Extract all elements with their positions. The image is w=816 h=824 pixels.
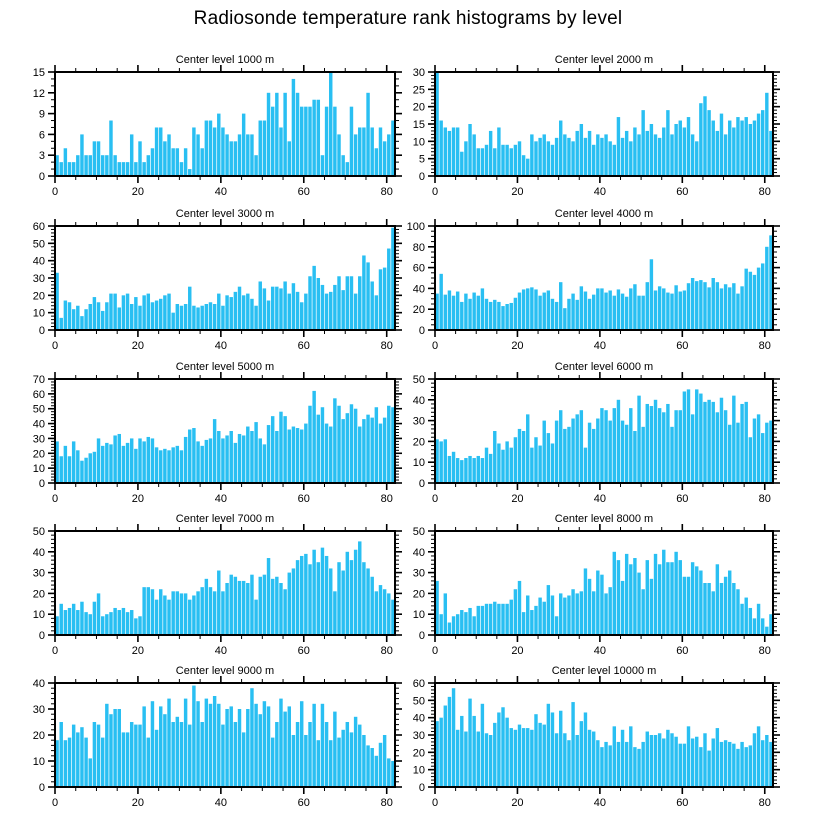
svg-text:5: 5: [418, 153, 425, 166]
subplot-8: [413, 524, 780, 657]
subplot-2: [413, 65, 780, 198]
svg-text:15: 15: [412, 119, 425, 131]
svg-text:10: 10: [412, 764, 425, 777]
svg-text:40: 40: [214, 340, 227, 352]
subplot-6: [413, 372, 780, 505]
svg-text:0: 0: [51, 645, 59, 657]
svg-text:10: 10: [32, 756, 45, 768]
svg-text:30: 30: [32, 273, 45, 285]
svg-text:6: 6: [38, 129, 45, 142]
svg-text:20: 20: [131, 645, 145, 657]
svg-text:40: 40: [593, 797, 607, 809]
svg-text:0: 0: [38, 630, 45, 642]
svg-text:60: 60: [676, 493, 689, 505]
subplot-title-2000m: Center level 2000 m: [554, 54, 654, 66]
subplot-1: [33, 65, 402, 198]
svg-text:60: 60: [412, 262, 425, 275]
subplot-title-1000m: Center level 1000 m: [175, 54, 275, 66]
svg-text:60: 60: [297, 493, 310, 505]
svg-text:50: 50: [412, 526, 425, 538]
svg-text:20: 20: [412, 436, 425, 449]
svg-text:50: 50: [32, 403, 45, 416]
subplot-title-9000m: Center level 9000 m: [175, 665, 275, 677]
svg-text:0: 0: [431, 797, 439, 809]
svg-text:10: 10: [412, 136, 425, 149]
svg-text:20: 20: [511, 493, 524, 505]
svg-text:30: 30: [32, 567, 45, 580]
svg-text:0: 0: [38, 171, 45, 183]
subplot-title-5000m: Center level 5000 m: [175, 361, 275, 373]
svg-text:0: 0: [431, 186, 439, 198]
svg-text:80: 80: [380, 340, 393, 352]
svg-text:20: 20: [131, 186, 145, 198]
svg-text:40: 40: [214, 645, 227, 657]
svg-text:10: 10: [32, 307, 45, 320]
svg-text:40: 40: [593, 493, 607, 505]
svg-text:60: 60: [297, 645, 310, 657]
subplot-5: [33, 372, 402, 505]
subplot-title-8000m: Center level 8000 m: [554, 513, 654, 525]
svg-text:20: 20: [511, 186, 524, 198]
svg-text:40: 40: [214, 797, 227, 809]
svg-text:60: 60: [412, 678, 425, 690]
svg-text:20: 20: [32, 730, 45, 742]
svg-text:40: 40: [412, 712, 425, 725]
svg-text:20: 20: [32, 448, 45, 461]
svg-text:20: 20: [131, 340, 145, 352]
svg-text:30: 30: [412, 415, 425, 428]
subplot-title-10000m: Center level 10000 m: [551, 665, 657, 677]
subplot-3: [33, 219, 402, 352]
subplot-7: [33, 524, 402, 657]
svg-text:0: 0: [51, 493, 59, 505]
svg-text:30: 30: [412, 567, 425, 580]
svg-text:20: 20: [511, 797, 524, 809]
subplot-title-6000m: Center level 6000 m: [554, 361, 654, 373]
svg-text:50: 50: [412, 695, 425, 708]
svg-text:0: 0: [38, 478, 45, 490]
svg-text:50: 50: [412, 374, 425, 386]
svg-text:12: 12: [32, 87, 45, 100]
svg-text:20: 20: [412, 747, 425, 760]
svg-text:80: 80: [380, 493, 393, 505]
svg-text:3: 3: [38, 150, 45, 163]
svg-text:40: 40: [593, 340, 607, 352]
svg-text:40: 40: [412, 394, 425, 407]
svg-text:10: 10: [32, 609, 45, 622]
svg-text:40: 40: [32, 678, 45, 690]
svg-text:80: 80: [380, 797, 393, 809]
svg-text:60: 60: [676, 186, 689, 198]
subplot-9: [33, 676, 402, 809]
svg-text:60: 60: [32, 221, 45, 233]
svg-text:40: 40: [412, 546, 425, 559]
svg-text:0: 0: [38, 325, 45, 337]
svg-text:80: 80: [380, 186, 393, 198]
subplot-10: [413, 676, 780, 809]
svg-text:50: 50: [32, 526, 45, 538]
svg-text:30: 30: [32, 704, 45, 716]
svg-text:10: 10: [412, 457, 425, 470]
svg-text:30: 30: [412, 730, 425, 742]
svg-text:80: 80: [758, 340, 771, 352]
svg-text:0: 0: [418, 630, 425, 642]
svg-text:20: 20: [131, 493, 145, 505]
svg-text:0: 0: [51, 340, 59, 352]
svg-text:60: 60: [676, 645, 689, 657]
svg-text:40: 40: [593, 186, 607, 198]
svg-text:0: 0: [418, 325, 425, 337]
svg-text:70: 70: [32, 374, 45, 386]
subplot-title-3000m: Center level 3000 m: [175, 208, 275, 220]
svg-text:10: 10: [412, 609, 425, 622]
svg-text:0: 0: [418, 171, 425, 183]
svg-text:40: 40: [32, 418, 45, 431]
svg-text:60: 60: [297, 186, 310, 198]
svg-text:25: 25: [412, 84, 425, 97]
svg-text:0: 0: [418, 478, 425, 490]
svg-text:0: 0: [51, 797, 59, 809]
svg-text:20: 20: [511, 645, 524, 657]
svg-text:80: 80: [380, 645, 393, 657]
subplot-title-7000m: Center level 7000 m: [175, 513, 275, 525]
svg-text:20: 20: [32, 290, 45, 303]
svg-text:40: 40: [32, 546, 45, 559]
svg-text:40: 40: [214, 186, 227, 198]
svg-text:0: 0: [51, 186, 59, 198]
svg-text:20: 20: [131, 797, 145, 809]
svg-text:60: 60: [676, 797, 689, 809]
svg-text:60: 60: [297, 797, 310, 809]
svg-text:15: 15: [32, 67, 45, 79]
svg-text:10: 10: [32, 463, 45, 476]
figure-title: Radiosonde temperature rank histograms by level: [193, 8, 623, 29]
subplot-4: [407, 219, 780, 352]
svg-text:30: 30: [32, 433, 45, 446]
svg-text:0: 0: [431, 493, 439, 505]
svg-text:40: 40: [214, 493, 227, 505]
svg-text:60: 60: [32, 388, 45, 401]
svg-text:0: 0: [431, 645, 439, 657]
svg-text:100: 100: [406, 221, 425, 233]
svg-text:20: 20: [32, 588, 45, 601]
svg-text:20: 20: [511, 340, 524, 352]
svg-text:0: 0: [38, 782, 45, 794]
svg-text:60: 60: [297, 340, 310, 352]
svg-text:40: 40: [593, 645, 607, 657]
svg-text:80: 80: [758, 493, 771, 505]
svg-text:80: 80: [758, 186, 771, 198]
svg-text:20: 20: [412, 304, 425, 317]
svg-text:60: 60: [676, 340, 689, 352]
svg-text:50: 50: [32, 238, 45, 251]
svg-text:80: 80: [758, 645, 771, 657]
svg-text:30: 30: [412, 67, 425, 79]
svg-text:9: 9: [38, 108, 45, 121]
svg-text:20: 20: [412, 101, 425, 114]
svg-text:80: 80: [412, 241, 425, 254]
svg-text:0: 0: [431, 340, 439, 352]
svg-text:40: 40: [32, 255, 45, 268]
svg-text:0: 0: [418, 782, 425, 794]
svg-text:80: 80: [758, 797, 771, 809]
subplot-title-4000m: Center level 4000 m: [554, 208, 654, 220]
svg-text:20: 20: [412, 588, 425, 601]
svg-text:40: 40: [412, 283, 425, 296]
